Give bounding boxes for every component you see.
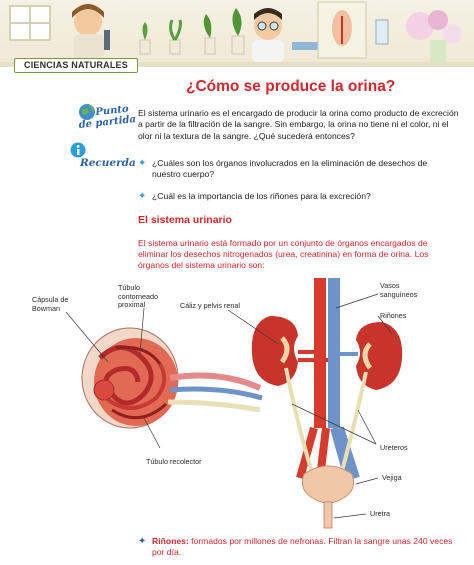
- label-tubulo-colector: Túbulo recolector: [146, 457, 202, 466]
- section-paragraph: El sistema urinario está formado por un conjunto de órganos encargados de eliminar los desechos nitrogenados (urea, creatinina) en forma de orina. Los órganos del sistema urinario son:: [138, 238, 429, 270]
- recuerda-label: Recuerda: [80, 157, 136, 169]
- footnote-text: formados por millones de nefronas. Filtran la sangre unas 240 veces por día.: [152, 536, 453, 558]
- page-title: ¿Cómo se produce la orina?: [186, 78, 396, 95]
- section-subtitle: El sistema urinario: [138, 214, 232, 226]
- star-bullet-icon: ✦: [138, 158, 147, 169]
- label-ureteros: Ureteros: [380, 443, 408, 452]
- label-rinones: Riñones: [380, 311, 407, 320]
- label-vasos-sanguineos: Vasos sanguíneos: [380, 281, 418, 299]
- question-1-text: ¿Cuáles son los órganos involucrados en la eliminación de desechos de nuestro cuerpo?: [152, 158, 428, 180]
- star-bullet-icon: ✦: [138, 536, 147, 547]
- footnote-rinones: [138, 536, 458, 559]
- star-bullet-icon: ✦: [138, 191, 147, 202]
- section-tag: CIENCIAS NATURALES: [14, 58, 138, 73]
- label-caliz-pelvis: Cáliz y pelvis renal: [180, 301, 240, 310]
- header-illustration: [0, 0, 474, 62]
- label-capsula-bowman: Cápsula de Bowman: [32, 295, 69, 313]
- question-2: [138, 191, 458, 202]
- punto-de-partida-label: Punto de partida: [78, 103, 137, 131]
- label-uretra: Uretra: [370, 509, 390, 518]
- label-vejiga: Vejiga: [382, 473, 402, 482]
- nephron-illustration: [82, 328, 262, 428]
- footnote-term: Riñones:: [152, 536, 189, 546]
- label-tubulo-proximal: Túbulo contorneado proximal: [118, 283, 158, 310]
- intro-paragraph: El sistema urinario es el encargado de producir la orina como producto de excreción a partir de la filtración de la sangre. Sin embargo, la orina no tiene ni el color, ni el olor ni la textura de la sangre. ¿Qué sucederá entonces?: [138, 108, 459, 141]
- info-icon: [70, 142, 86, 158]
- header-banner: [0, 0, 474, 62]
- question-1: [138, 158, 458, 181]
- question-2-text: ¿Cuál es la importancia de los riñones para la excreción?: [152, 191, 371, 201]
